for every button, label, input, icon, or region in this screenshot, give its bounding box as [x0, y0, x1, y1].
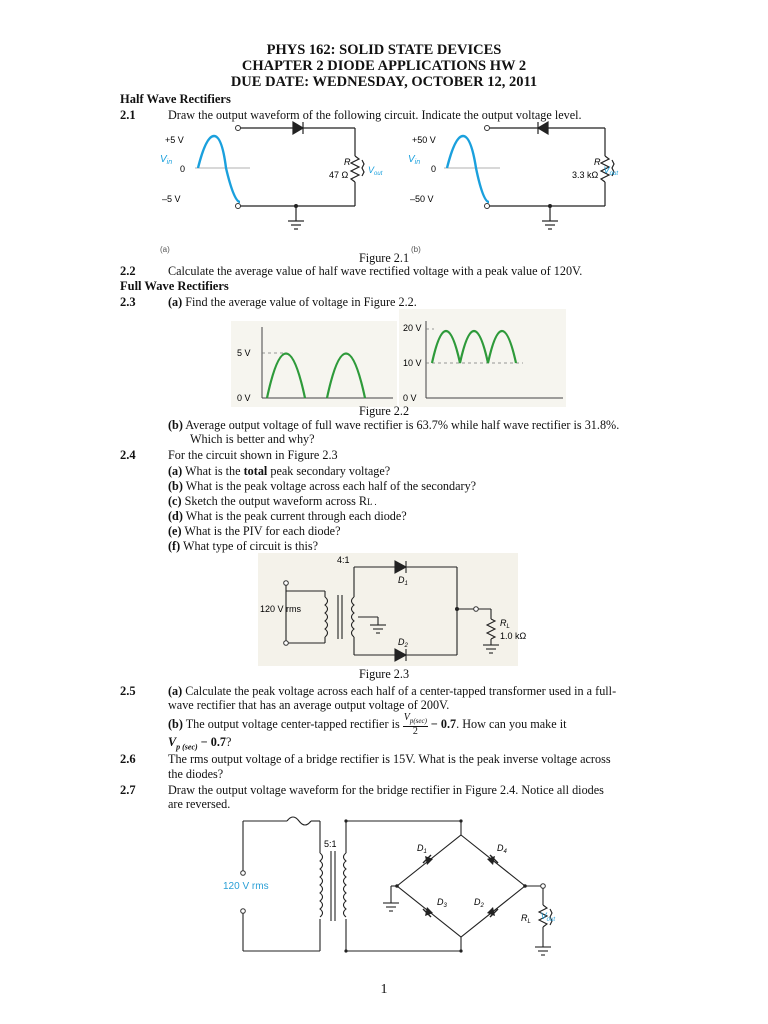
figure-2-4: [215, 811, 565, 969]
question-item: (f) What type of circuit is this?: [168, 539, 319, 553]
figure-2-2: [231, 309, 566, 407]
section-half-wave: Half Wave Rectifiers: [120, 92, 231, 106]
vin-b: $V_{in}$: [408, 154, 421, 166]
right-mid-label: 10 V: [403, 358, 422, 368]
question-number: 2.2: [120, 264, 136, 278]
question-text: Draw the output voltage waveform for the bridge rectifier in Figure 2.4. Notice all diodes: [168, 783, 604, 797]
question-number: 2.5: [120, 684, 136, 698]
question-number: 2.7: [120, 783, 136, 797]
question-text: The rms output voltage of a bridge rectifier is 15V. What is the peak inverse voltage across: [168, 752, 611, 766]
chart-right-bg: [399, 309, 566, 407]
question-text: the diodes?: [168, 767, 224, 781]
question-text: For the circuit shown in Figure 2.3: [168, 448, 338, 462]
sine-wave-b: [447, 136, 489, 202]
doc-due-date: DUE DATE: WEDNESDAY, OCTOBER 12, 2011: [230, 74, 538, 90]
tag-b: (b): [411, 245, 421, 254]
left-peak-label: 5 V: [237, 348, 251, 358]
zero-b: 0: [431, 164, 437, 174]
question-text: (a) Calculate the peak voltage across each half of a center-tapped transformer used in a full-: [168, 684, 617, 698]
question-number: 2.4: [120, 448, 136, 462]
question-number: 2.3: [120, 295, 136, 309]
r-label-a: R: [344, 157, 351, 167]
sine-wave-a-trace: [198, 136, 240, 202]
question-text: Calculate the average value of half wave rectified voltage with a peak value of 120V.: [168, 264, 583, 278]
d4-label: $D_4$: [497, 843, 507, 855]
question-item: (c) Sketch the output waveform across RL .: [168, 494, 377, 508]
vout-a: $V_{out}$: [368, 165, 383, 177]
r-value-b: 3.3 kΩ: [572, 170, 599, 180]
page-number: 1: [380, 982, 388, 997]
question-item: (a) What is the total peak secondary voltage?: [168, 464, 391, 478]
ratio-label: 5:1: [324, 839, 337, 849]
question-number: 2.6: [120, 752, 136, 766]
rl-label: $R_L$: [521, 913, 531, 925]
question-text: wave rectifier that has an average output voltage of 200V.: [168, 698, 450, 712]
rl-value: 1.0 kΩ: [500, 631, 527, 641]
vout-b: $V_{out}$: [603, 165, 618, 177]
question-item: (b) What is the peak voltage across each half of the secondary?: [168, 479, 477, 493]
question-text: (b) The output voltage center-tapped rectifier is $\frac{V_{p(sec)}}{2}$ − 0.7. How can you make it: [168, 712, 567, 737]
question-text: Draw the output waveform of the following circuit. Indicate the output voltage level.: [168, 108, 582, 122]
question-text: Which is better and why?: [190, 432, 315, 446]
doc-title: PHYS 162: SOLID STATE DEVICES: [266, 42, 502, 58]
question-number: 2.1: [120, 108, 136, 122]
tag-a: (a): [160, 245, 170, 254]
source-label: 120 V rms: [260, 604, 302, 614]
d2-label: $D_2$: [474, 897, 484, 909]
question-text: (b) Average output voltage of full wave rectifier is 63.7% while half wave rectifier is 31.8%.: [168, 418, 620, 432]
r-value-a: 47 Ω: [329, 170, 349, 180]
d3-label: $D_3$: [437, 897, 447, 909]
d1-label: $D_1$: [417, 843, 427, 855]
d1-label: $D_1$: [398, 575, 408, 587]
rl-label: $R_L$: [500, 618, 510, 630]
chart-left-bg: [231, 321, 397, 407]
right-top-label: 20 V: [403, 323, 422, 333]
question-text: are reversed.: [168, 797, 231, 811]
vout-label: $V_{out}$: [540, 911, 555, 923]
zero-a: 0: [180, 164, 186, 174]
vpos-b: +50 V: [412, 135, 436, 145]
d2-label: $D_2$: [398, 637, 408, 649]
question-text: $V_{p (sec)} - 0.7$?: [168, 735, 232, 752]
left-zero-label: 0 V: [237, 393, 251, 403]
question-item: (d) What is the peak current through each diode?: [168, 509, 407, 523]
figure-2-1-caption: Figure 2.1: [358, 251, 410, 265]
figure-2-2-caption: Figure 2.2: [358, 404, 410, 418]
vpos-a: +5 V: [165, 135, 184, 145]
vneg-a: –5 V: [162, 194, 181, 204]
doc-chapter: CHAPTER 2 DIODE APPLICATIONS HW 2: [241, 58, 527, 74]
question-item: (e) What is the PIV for each diode?: [168, 524, 341, 538]
right-zero-label: 0 V: [403, 393, 417, 403]
vneg-b: –50 V: [410, 194, 434, 204]
section-full-wave: Full Wave Rectifiers: [120, 279, 229, 293]
source-label: 120 V rms: [223, 881, 269, 892]
vin-a: $V_{in}$: [160, 154, 173, 166]
figure-2-1: [150, 118, 620, 256]
fraction: $\frac{V_{p(sec)}}{2}$: [403, 712, 427, 737]
r-label-b: R: [594, 157, 601, 167]
figure-2-3: [258, 553, 527, 666]
ratio-label: 4:1: [337, 555, 350, 565]
question-text: (a) Find the average value of voltage in Figure 2.2.: [168, 295, 417, 309]
figure-2-3-caption: Figure 2.3: [358, 667, 410, 681]
